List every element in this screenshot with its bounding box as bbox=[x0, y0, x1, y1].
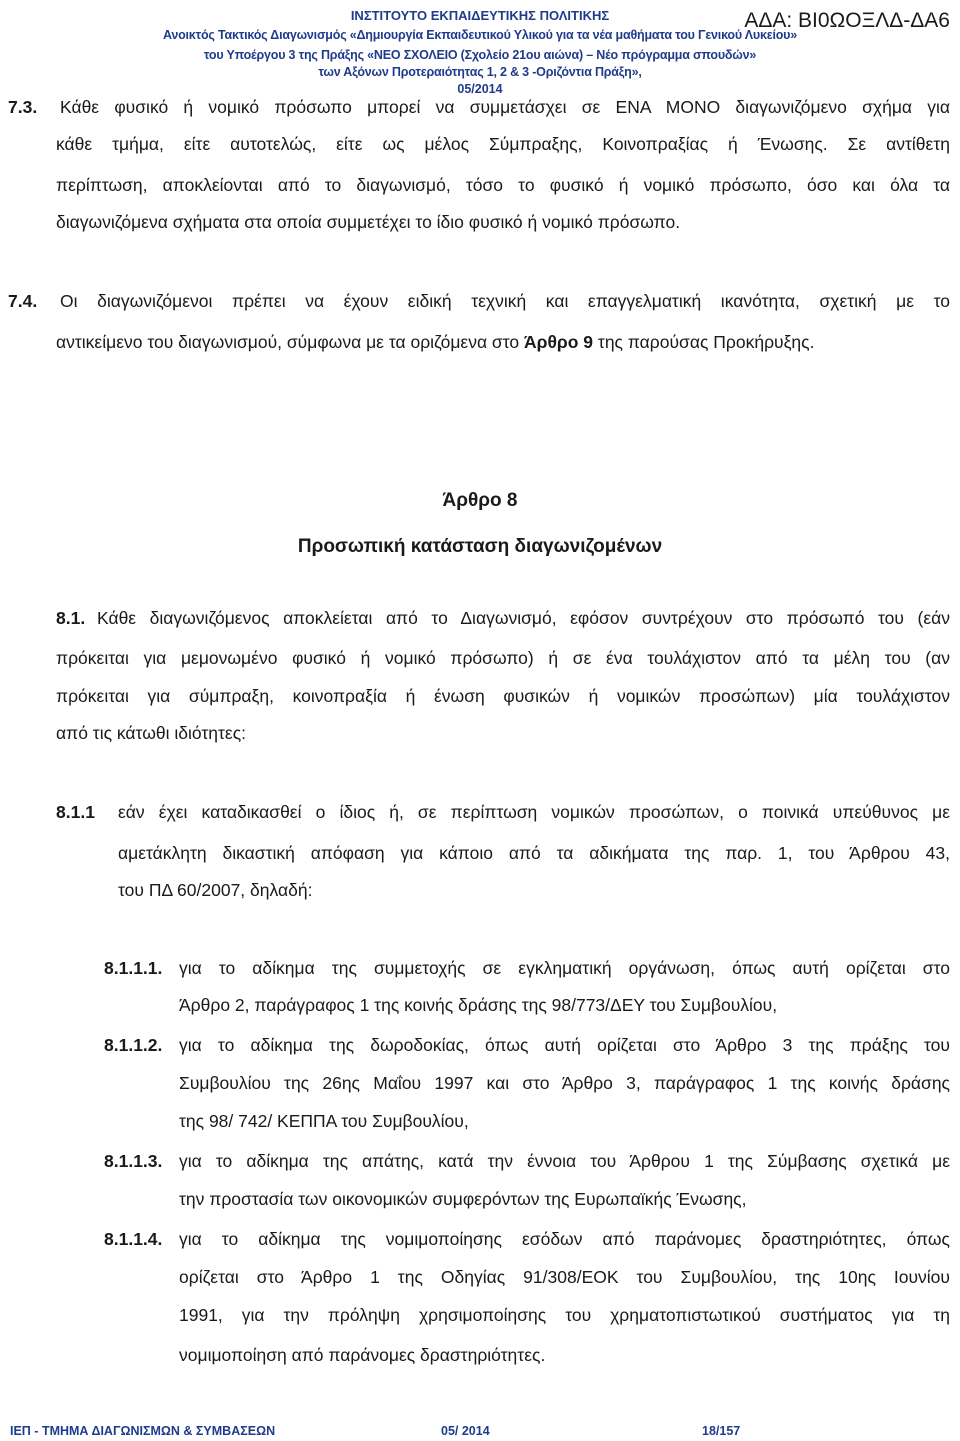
header-subproject: του Υποέργου 3 της Πράξης «ΝΕΟ ΣΧΟΛΕΙΟ (Σχολείο 21ου αιώνα) – Νέο πρόγραμμα σπουδών» bbox=[203, 48, 757, 62]
clause-8-1-1-4-line-1: για το αδίκημα της νομιμοποίησης εσόδων από παράνομες δραστηριότητες, όπως bbox=[179, 1229, 950, 1249]
clause-7-4-number: 7.4. bbox=[8, 291, 38, 311]
article-subtitle: Προσωπική κατάσταση διαγωνιζομένων bbox=[297, 536, 663, 557]
clause-7-3-line-1: Κάθε φυσικό ή νομικό πρόσωπο μπορεί να συμμετάσχει σε ΕΝΑ ΜΟΝΟ διαγωνιζόμενο σχήμα για bbox=[60, 97, 950, 117]
clause-8-1-1-2-line-3: της 98/ 742/ ΚΕΠΠΑ του Συμβουλίου, bbox=[179, 1111, 469, 1131]
clause-8-1-line-4: από τις κάτωθι ιδιότητες: bbox=[56, 723, 247, 743]
clause-7-4-line-1: Οι διαγωνιζόμενοι πρέπει να έχουν ειδική τεχνική και επαγγελματική ικανότητα, σχετική με το bbox=[60, 291, 950, 311]
clause-8-1-1-4-line-3: 1991, για την πρόληψη χρησιμοποίησης του χρηματοπιστωτικού συστήματος για τη bbox=[179, 1305, 950, 1325]
clause-7-3-number: 7.3. bbox=[8, 97, 38, 117]
clause-8-1-1-2-number: 8.1.1.2. bbox=[104, 1035, 163, 1055]
clause-8-1-1-line-2: αμετάκλητη δικαστική απόφαση για κάποιο από τα αδικήματα της παρ. 1, του Άρθρου 43, bbox=[118, 843, 950, 863]
clause-7-4-line-2: αντικείμενο του διαγωνισμού, σύμφωνα με τα οριζόμενα στο Άρθρο 9 της παρούσας Προκήρυξης. bbox=[56, 332, 815, 352]
page-footer bbox=[0, 1424, 960, 1441]
clause-8-1-number: 8.1. bbox=[56, 608, 86, 628]
clause-8-1-1-line-3: του ΠΔ 60/2007, δηλαδή: bbox=[118, 880, 313, 900]
page-header bbox=[0, 6, 960, 96]
clause-8-1-1-1-number: 8.1.1.1. bbox=[104, 958, 163, 978]
clause-8-1-1-number: 8.1.1 bbox=[56, 802, 95, 822]
header-date: 05/2014 bbox=[457, 82, 503, 96]
clause-8-1-line-2: πρόκειται για μεμονωμένο φυσικό ή νομικό πρόσωπο) ή σε ένα τουλάχιστον από τα μέλη του (αν bbox=[56, 648, 950, 668]
clause-8-1-line-3: πρόκειται για σύμπραξη, κοινοπραξία ή ένωση φυσικών ή νομικών προσώπων) μία τουλάχιστον bbox=[56, 686, 950, 706]
clause-8-1-1-4-line-4: νομιμοποίηση από παράνομες δραστηριότητες. bbox=[179, 1345, 546, 1365]
article-title: Άρθρο 8 bbox=[442, 490, 518, 511]
footer-department: ΙΕΠ - ΤΜΗΜΑ ΔΙΑΓΩΝΙΣΜΩΝ & ΣΥΜΒΑΣΕΩΝ bbox=[10, 1424, 276, 1438]
footer-page-number: 18/157 bbox=[702, 1424, 741, 1438]
article-9-reference: Άρθρο 9 bbox=[524, 332, 594, 352]
header-tender-title: Ανοικτός Τακτικός Διαγωνισμός «Δημιουργία Εκπαιδευτικού Υλικού για τα νέα μαθήματα του Γενικού Λυκείου» bbox=[162, 28, 797, 42]
footer-date: 05/ 2014 bbox=[441, 1424, 490, 1438]
clause-7-3-line-4: διαγωνιζόμενα σχήματα στα οποία συμμετέχει το ίδιο φυσικό ή νομικό πρόσωπο. bbox=[56, 212, 681, 232]
header-axes: των Αξόνων Προτεραιότητας 1, 2 & 3 -Οριζόντια Πράξη», bbox=[318, 65, 642, 79]
ada-code: ΑΔΑ: ΒΙ0ΩΟΞΛΔ-ΔΑ6 bbox=[744, 9, 950, 32]
clause-8-1-1-4-number: 8.1.1.4. bbox=[104, 1229, 163, 1249]
clause-8-1-1-2-line-2: Συμβουλίου της 26ης Μαΐου 1997 και στο Άρθρο 3, παράγραφος 1 της κοινής δράσης bbox=[179, 1073, 950, 1093]
clause-8-1-1-1-line-1: για το αδίκημα της συμμετοχής σε εγκληματική οργάνωση, όπως αυτή ορίζεται στο bbox=[179, 958, 950, 978]
clause-8-1-1-3-number: 8.1.1.3. bbox=[104, 1151, 163, 1171]
clause-8-1-1-4-line-2: ορίζεται στο Άρθρο 1 της Οδηγίας 91/308/ΕΟΚ του Συμβουλίου, της 10ης Ιουνίου bbox=[179, 1267, 950, 1287]
clause-7-3-line-3: περίπτωση, αποκλείονται από το διαγωνισμό, τόσο το φυσικό ή νομικό πρόσωπο, όσο και όλα τα bbox=[56, 175, 950, 195]
clause-8-1-1-line-1: εάν έχει καταδικασθεί ο ίδιος ή, σε περίπτωση νομικών προσώπων, ο ποινικά υπεύθυνος με bbox=[118, 802, 950, 822]
clause-8-1-1-1-line-2: Άρθρο 2, παράγραφος 1 της κοινής δράσης της 98/773/ΔΕΥ του Συμβουλίου, bbox=[179, 995, 778, 1015]
clause-7-3-line-2: κάθε τμήμα, είτε αυτοτελώς, είτε ως μέλος Σύμπραξης, Κοινοπραξίας ή Ένωσης. Σε αντίθετη bbox=[56, 134, 950, 154]
clause-8-1-1-3-line-2: την προστασία των οικονομικών συμφερόντων της Ευρωπαϊκής Ένωσης, bbox=[179, 1189, 747, 1209]
clause-8-1-1-2-line-1: για το αδίκημα της δωροδοκίας, όπως αυτή ορίζεται στο Άρθρο 3 της πράξης του bbox=[179, 1035, 950, 1055]
clause-8-1-1-3-line-1: για το αδίκημα της απάτης, κατά την έννοια του Άρθρου 1 της Σύμβασης σχετικά με bbox=[179, 1151, 950, 1171]
header-institute: ΙΝΣΤΙΤΟΥΤΟ ΕΚΠΑΙΔΕΥΤΙΚΗΣ ΠΟΛΙΤΙΚΗΣ bbox=[350, 8, 610, 23]
clause-8-1-line-1: Κάθε διαγωνιζόμενος αποκλείεται από το Διαγωνισμό, εφόσον συντρέχουν στο πρόσωπό του (εάν bbox=[97, 608, 950, 628]
